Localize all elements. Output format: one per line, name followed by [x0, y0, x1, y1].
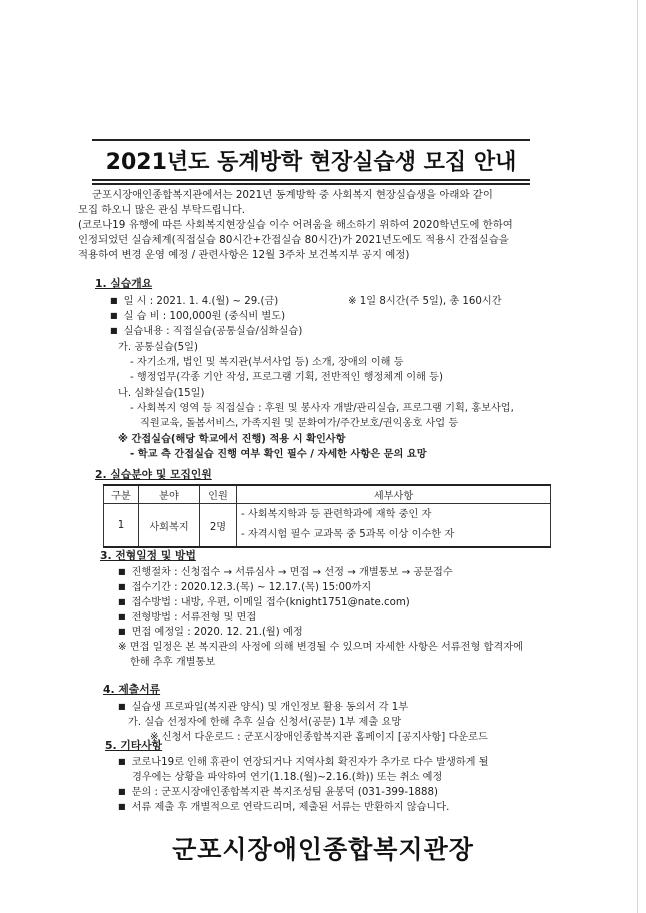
- cell-count: 2명: [200, 504, 237, 548]
- s1-indirect-note: ※ 간접실습(해당 학교에서 진행) 적용 시 확인사항: [118, 434, 346, 445]
- table-header-row: [104, 485, 551, 504]
- recruitment-table: [103, 484, 551, 548]
- s3-selection: ■ 전형방법 : 서류전형 및 면접: [118, 608, 256, 623]
- s1-content: ■ 실습내용 : 직접실습(공통실습/심화실습): [110, 322, 302, 337]
- s3-procedure: ■ 진행절차 : 신청접수 → 서류심사 → 면접 → 선정 → 개별통보 → 공문접수: [118, 563, 453, 578]
- header-detail: 세부사항: [237, 485, 551, 504]
- header-no: 구분: [104, 485, 139, 504]
- s5-item-3: ■ 서류 제출 후 개별적으로 연락드리며, 제출된 서류는 반환하지 않습니다.: [118, 798, 449, 813]
- s4-note: ※ 신청서 다운로드 : 군포시장애인종합복지관 홈페이지 [공지사항] 다운로드: [150, 732, 488, 743]
- detail-line-2: - 자격시험 필수 교과목 중 5과목 이상 이수한 자: [241, 529, 455, 540]
- s3-method: ■ 접수방법 : 내방, 우편, 이메일 접수(knight1751@nate.com): [118, 593, 410, 608]
- s1-advanced-item-1: - 사회복지 영역 등 직접실습 : 후원 및 봉사자 개발/관리실습, 프로그램 기획, 홍보사업,: [130, 403, 514, 414]
- intro-line-4: 인정되었던 실습체계(직접실습 80시간+간접실습 80시간)가 2021년도에도 적용시 간접실습을: [78, 234, 509, 246]
- s1-advanced-item-2: 직원교육, 돌봄서비스, 가족지원 및 문화여가/주간보호/권익옹호 사업 등: [140, 418, 459, 429]
- s5-item-1b: 경우에는 상황을 파악하여 연기(1.18.(월)~2.16.(화)) 또는 취소 예정: [132, 772, 443, 783]
- cell-field: 사회복지: [139, 504, 200, 548]
- s3-period: ■ 접수기간 : 2020.12.3.(목) ~ 12.17.(목) 15:00까지: [118, 578, 371, 593]
- s1-period-note: ※ 1일 8시간(주 5일), 총 160시간: [348, 296, 502, 307]
- s1-period: ■ 일 시 : 2021. 1. 4.(월) ~ 29.(금): [110, 292, 278, 307]
- s1-advanced-heading: 나. 심화실습(15일): [118, 388, 205, 399]
- s1-indirect-note-detail: - 학교 측 간접실습 진행 여부 확인 필수 / 자세한 사항은 문의 요망: [130, 449, 427, 460]
- s4-item-1: ■ 실습생 프로파일(복지관 양식) 및 개인정보 활용 동의서 각 1부: [118, 698, 408, 713]
- signature-footer: 군포시장애인종합복지관장: [172, 835, 474, 864]
- section-4-heading: 4. 제출서류: [103, 683, 161, 696]
- s3-note-1: ※ 면접 일정은 본 복지관의 사정에 의해 변경될 수 있으며 자세한 사항은 서류전형 합격자에: [118, 642, 523, 653]
- s4-item-2: 가. 실습 선정자에 한해 추후 실습 신청서(공문) 1부 제출 요망: [128, 717, 402, 728]
- s1-fee: ■ 실 습 비 : 100,000원 (중식비 별도): [110, 307, 285, 322]
- cell-detail: [237, 504, 551, 548]
- scan-edge: [637, 0, 638, 913]
- s1-common-heading: 가. 공통실습(5일): [118, 342, 198, 353]
- s5-item-1a: ■ 코로나19로 인해 휴관이 연장되거나 지역사회 확진자가 추가로 다수 발생하게 될: [118, 753, 489, 768]
- intro-line-5: 적용하여 변경 운영 예정 / 관련사항은 12월 3주차 보건복지부 공지 예정): [78, 249, 410, 261]
- intro-line-1: 군포시장애인종합복지관에서는 2021년 동계방학 중 사회복지 현장실습생을 아래와 같이: [92, 189, 493, 201]
- header-field: 분야: [139, 485, 200, 504]
- cell-no: 1: [104, 504, 139, 548]
- section-5-heading: 5. 기타사항: [105, 739, 163, 752]
- intro-line-2: 모집 하오니 많은 관심 부탁드립니다.: [78, 204, 246, 216]
- document-title: 2021년도 동계방학 현장실습생 모집 안내: [92, 139, 530, 181]
- intro-line-3: (코로나19 유행에 따른 사회복지현장실습 이수 어려움을 해소하기 위하여 2020학년도에 한하여: [78, 219, 513, 231]
- header-count: 인원: [200, 485, 237, 504]
- section-1-heading: 1. 실습개요: [95, 277, 153, 290]
- s3-note-2: 한해 추후 개별통보: [130, 657, 216, 668]
- table-row: [104, 504, 551, 548]
- s1-common-item-2: - 행정업무(각종 기안 작성, 프로그램 기획, 전반적인 행정체계 이해 등): [130, 372, 443, 383]
- s1-common-item-1: - 자기소개, 법인 및 복지관(부서사업 등) 소개, 장애의 이해 등: [130, 357, 404, 368]
- detail-line-1: - 사회복지학과 등 관련학과에 재학 중인 자: [241, 509, 432, 520]
- section-3-heading: 3. 전형일정 및 방법: [100, 549, 196, 562]
- section-2-heading: 2. 실습분야 및 모집인원: [95, 468, 212, 481]
- s3-interview: ■ 면접 예정일 : 2020. 12. 21.(월) 예정: [118, 623, 303, 638]
- s5-item-2: ■ 문의 : 군포시장애인종합복지관 복지조성팀 윤봉덕 (031-399-1888): [118, 783, 438, 798]
